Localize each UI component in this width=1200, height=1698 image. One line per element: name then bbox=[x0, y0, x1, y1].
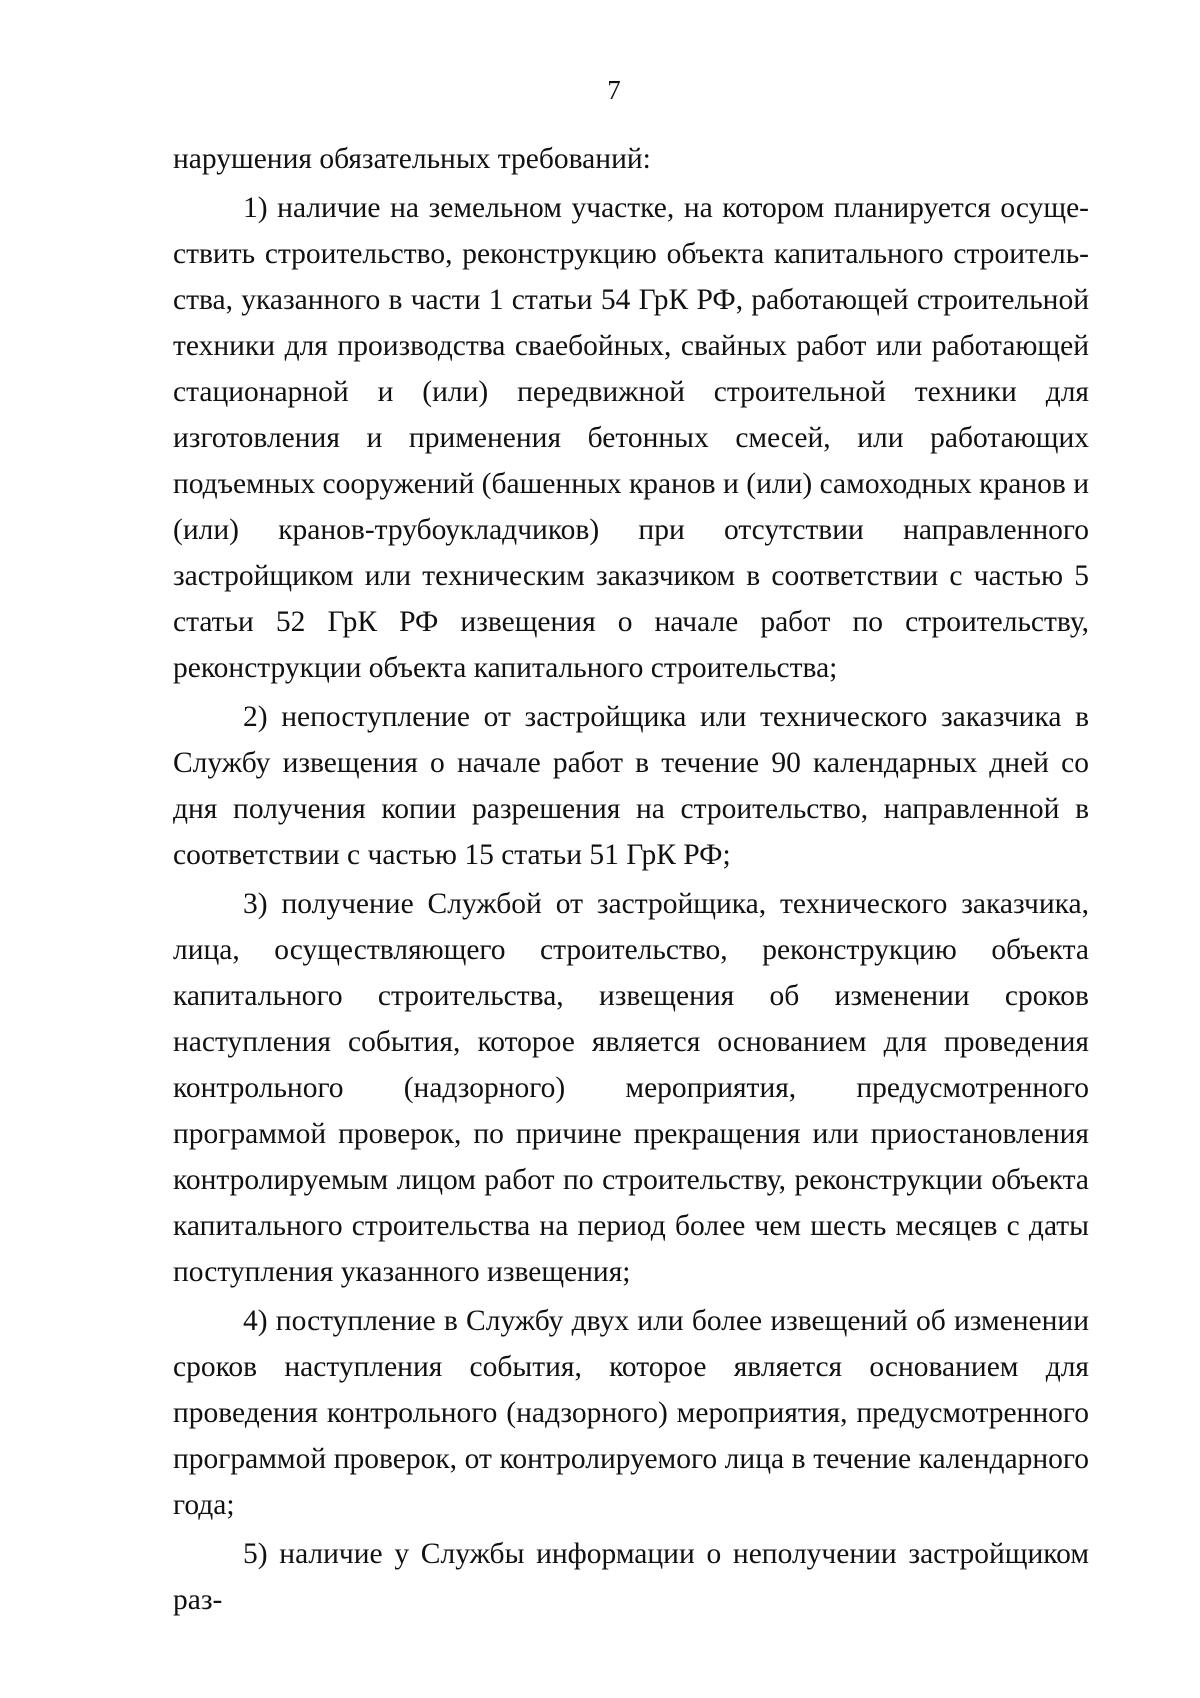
list-item-4: 4) поступление в Службу двух или более извещений об изменении сроков наступления события, которое является основанием для проведения контрольного (надзорного) мероприятия, предусмотренного программой проверок, от контролируемого лица в течение календарного года; bbox=[173, 1305, 1089, 1521]
list-item-5: 5) наличие у Службы информации о неполучении застройщиком раз- bbox=[173, 1538, 1089, 1616]
list-item-3: 3) получение Службой от застройщика, технического заказчика, лица, осуществляющего строительство, реконструкцию объекта капитального строительства, извещения об изменении сроков наступления события, которое является основанием для проведения контрольного (надзорного) мероприятия, предусмотренного программой проверок, по причине прекращения или приостановления контролируемым лицом работ по строительству, реконструкции объекта капитального строительства на период более чем шесть месяцев с даты поступления указанного извещения; bbox=[173, 888, 1089, 1288]
paragraph-continuation: нарушения обязательных требований: bbox=[173, 143, 651, 175]
page-number: 7 bbox=[607, 75, 621, 105]
document-body bbox=[173, 136, 1089, 1626]
list-item-2: 2) непоступление от застройщика или технического заказчика в Службу извещения о начале работ в течение 90 календарных дней со дня получения копии разрешения на строительство, направленной в соответствии с частью 15 статьи 51 ГрК РФ; bbox=[173, 701, 1089, 871]
list-item-1: 1) наличие на земельном участке, на котором планируется осуществить строительство, реконструкцию объекта капитального строительства, указанного в части 1 статьи 54 ГрК РФ, работающей строительной техники для производства свaебойных, свайных работ или работающей стационарной и (или) передвижной строительной техники для изготовления и применения бетонных смесей, или работающих подъемных сооружений (башенных кранов и (или) самоходных кранов и (или) кранов-трубоукладчиков) при отсутствии направленного застройщиком или техническим заказчиком в соответствии с частью 5 статьи 52 ГрК РФ извещения о начале работ по строительству, реконструкции объекта капитального строительства; bbox=[173, 192, 1089, 684]
